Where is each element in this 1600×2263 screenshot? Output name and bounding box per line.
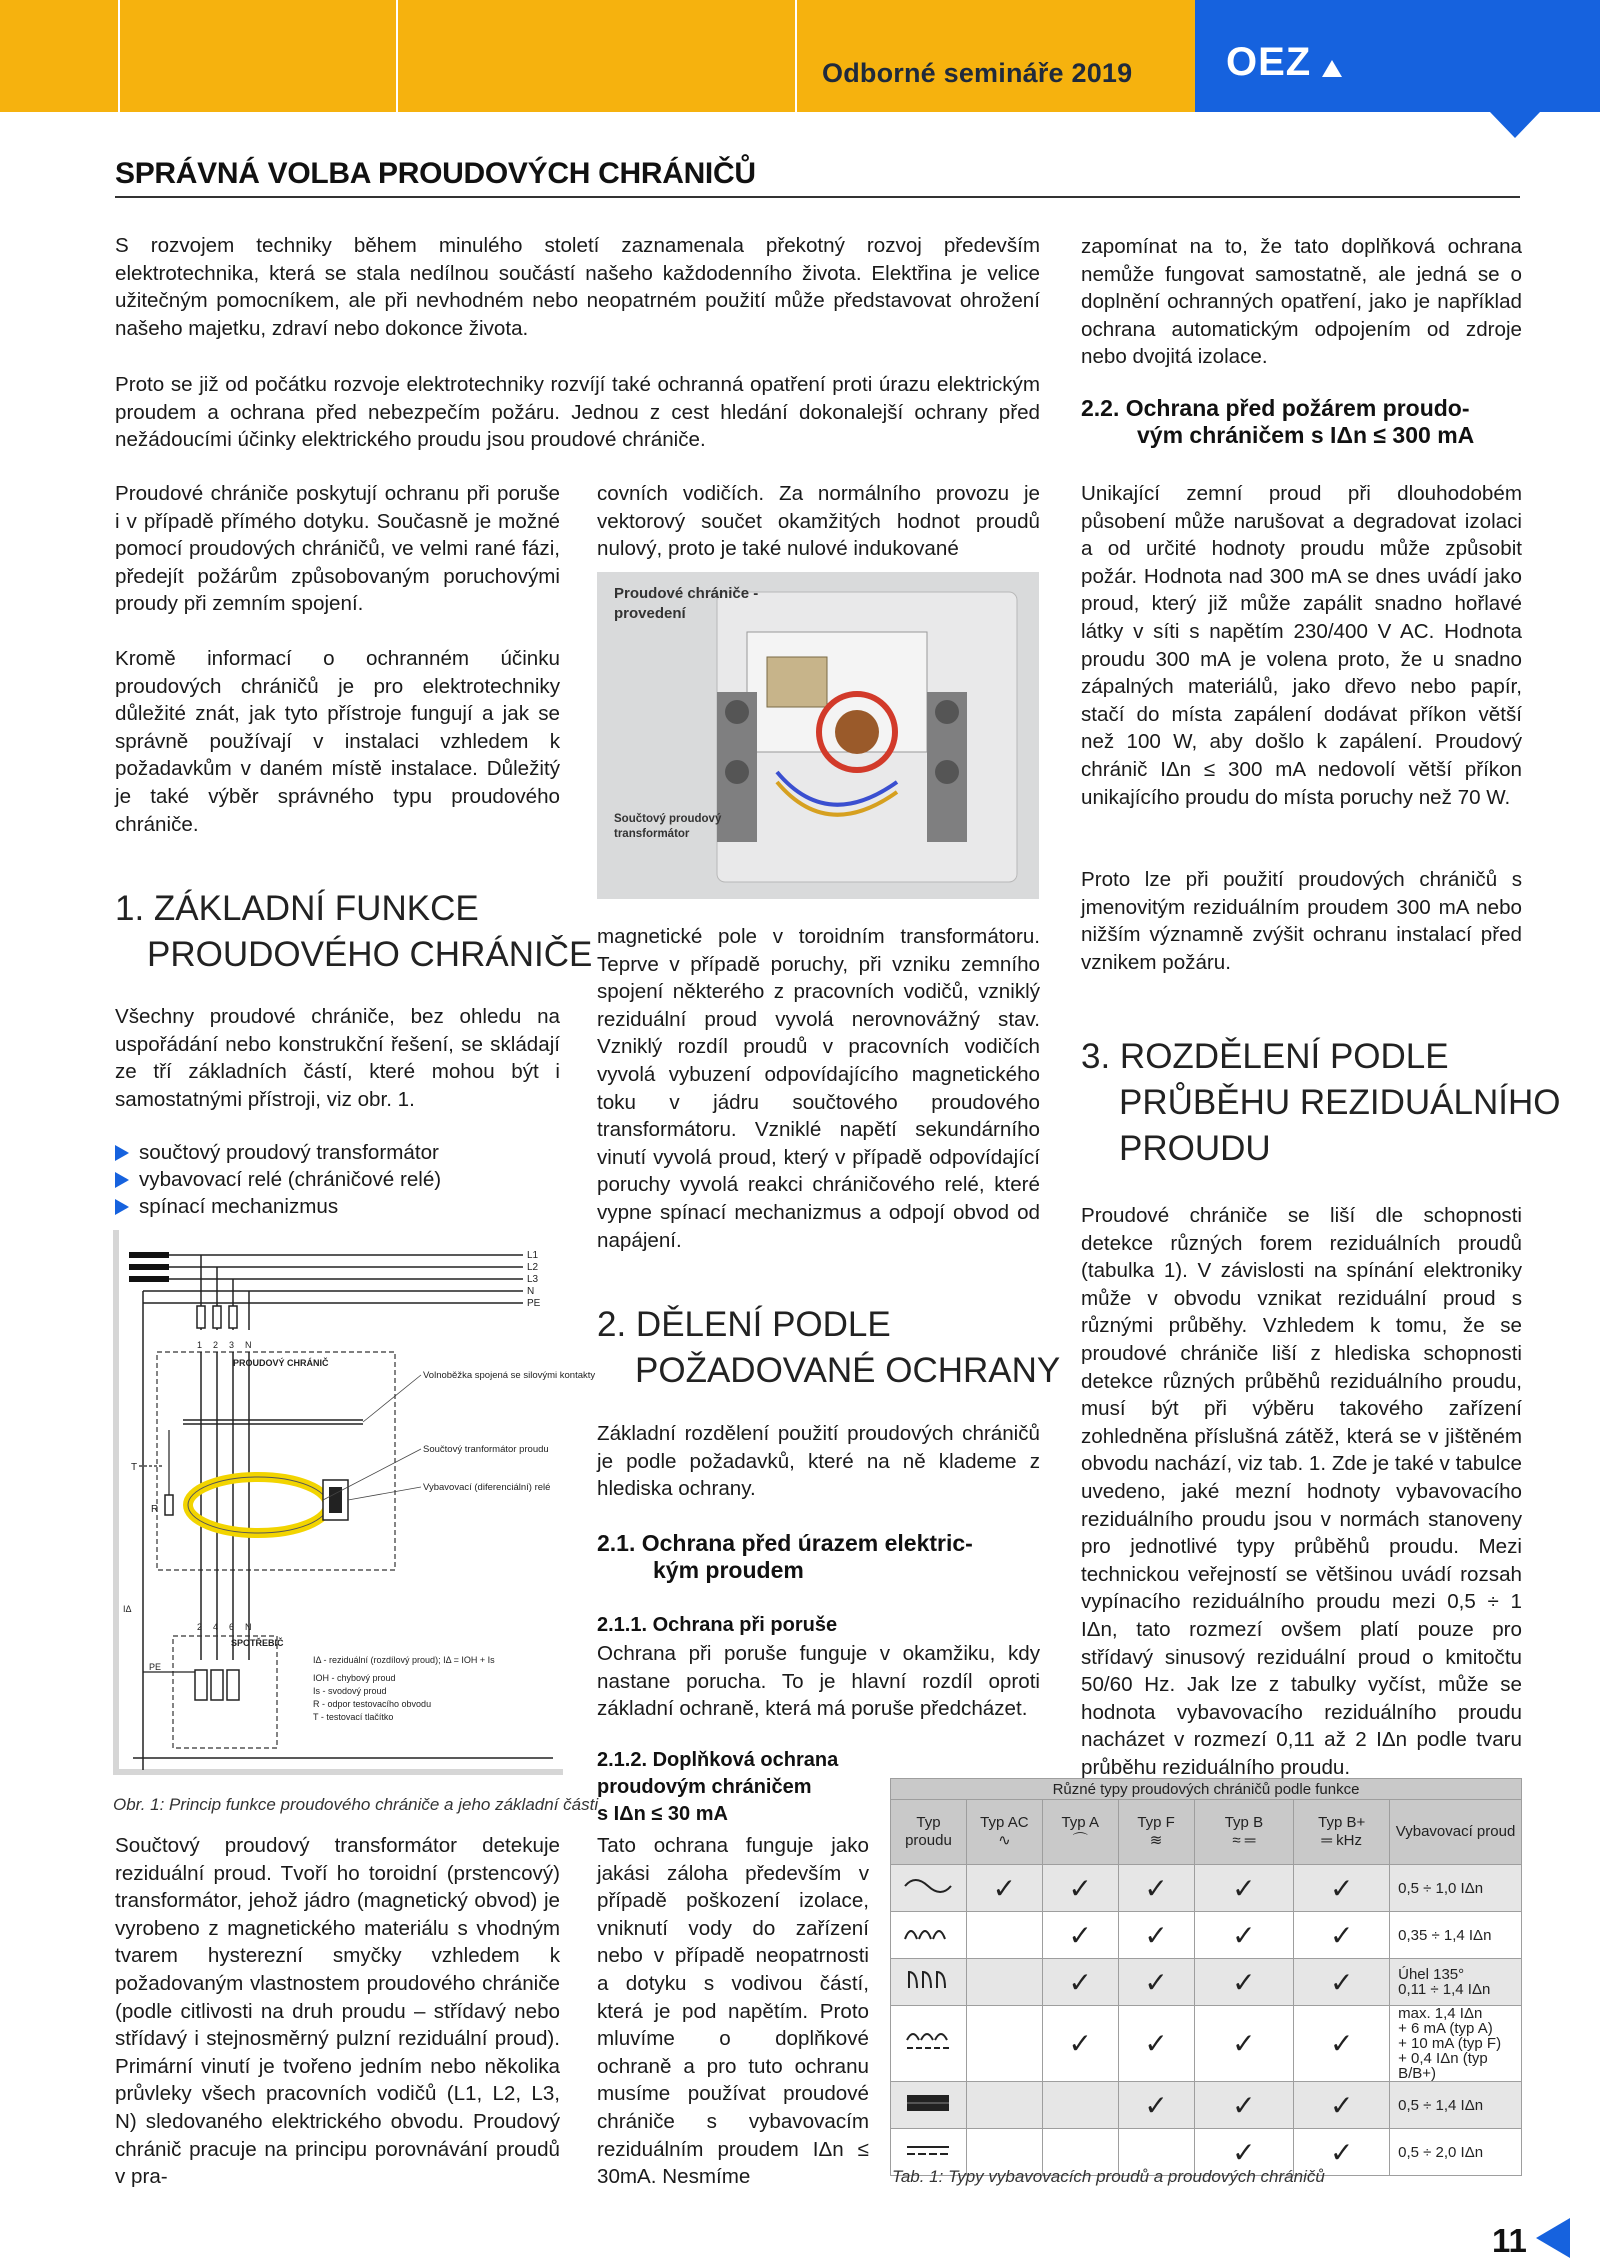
terminal-label: N (245, 1340, 252, 1350)
trip-current: Úhel 135° 0,11 ÷ 1,4 IΔn (1390, 1959, 1522, 2006)
table-row: ✓ ✓ ✓ 0,5 ÷ 1,4 IΔn (891, 2082, 1522, 2129)
table-row: ✓ ✓ ✓ ✓ 0,35 ÷ 1,4 IΔn (891, 1912, 1522, 1959)
bullet-triangle-icon (115, 1199, 129, 1215)
logo-triangle-icon (1322, 60, 1342, 77)
section-3-title: 3. ROZDĚLENÍ PODLE PRŮBĚHU REZIDUÁLNÍHO PROUDU (1081, 1037, 1561, 1168)
header-bar (0, 0, 1195, 112)
line-label: PE (527, 1298, 541, 1309)
list-item: součtový proudový transformátor (113, 1139, 563, 1166)
trip-current: 0,5 ÷ 2,0 IΔn (1390, 2129, 1522, 2176)
list-item: spínací mechanizmus (113, 1193, 563, 1220)
circuit-diagram (113, 1230, 596, 1775)
col1-paragraph-3: Všechny proudové chrániče, bez ohledu na uspořádání nebo konstrukční řešení, se skládají ze tří základních částí, které mohou být i samostatnými přístroji, viz obr. 1. (115, 1005, 560, 1111)
pe-label: PE (149, 1662, 162, 1672)
border-hatch (113, 1230, 119, 1775)
terminal-label: 3 (229, 1340, 235, 1350)
header-divider (396, 0, 398, 112)
bullet-triangle-icon (115, 1172, 129, 1188)
legend-item: R - odpor testovacího obvodu (313, 1699, 432, 1709)
title-rule (115, 196, 1520, 198)
table-row: ✓ ✓ ✓ ✓ Úhel 135° 0,11 ÷ 1,4 IΔn (891, 1959, 1522, 2006)
page-number: 11 (1492, 2222, 1527, 2259)
callout-text: Součtový tranformátor proudu (423, 1444, 549, 1455)
table-row: ✓ ✓ ✓ ✓ ✓ 0,5 ÷ 1,0 IΔn (891, 1865, 1522, 1912)
table-header: Typ proudu (891, 1800, 967, 1865)
col2-paragraph-2: magnetické pole v toroidním transformátoru. Teprve v případě poruchy, při vzniku zemního spojení některého z pracovních vodičů, vzniklý reziduální proud vyvolá nerovnovážný stav. Vzniklý rozdíl proudů v pracovních vodičích vyvolá vybuzení odpovídajícího magnetického toku v jádru součtového proudového transformátoru. Vzniklé napětí sekundárního vinutí vyvolá proud, který v případě odpovídající poruchy vyvolá reakci chráničového relé, které vypne spínací mechanizmus a odpojí obvod od napájení. (597, 925, 1040, 1252)
header-pointer-icon (1490, 112, 1540, 138)
trip-current: 0,5 ÷ 1,0 IΔn (1390, 1865, 1522, 1912)
col3-paragraph-2: Unikající zemní proud při dlouhodobém působení může narušovat a degradovat izolaci a od určité hodnoty proudu může způsobit požár. Hodnota nad 300 mA se dnes uvádí jako proud, který již může zapálit snadno hořlavé látky v síti s napětím 230/400 V AC. Hodnota proudu 300 mA je volena proto, že u snadno zápalných materiálů, jako dřevo nebo papír, stačí do místa zapálení dodávat příkon větší než 100 W, aby došlo k zapálení. Proudový chránič IΔn ≤ 300 mA nedovolí větší příkon unikajícího proudu do místa poruchy než 70 W. (1081, 482, 1522, 809)
col3-paragraph-4: Proudové chrániče se liší dle schopnosti detekce různých forem reziduálních proudů (tabulka 1). V závislosti na spínání elektroniky může v obvodu vznikat reziduální proud s různými průběhy. Vzhledem k tomu, že se proudové chrániče liší z hlediska schopnosti detekce různých průběhů reziduálního proudu, musí být při výběru takového zařízení zohledněna příslušná zátěž, která se v jištěném obvodu nachází, viz tab. 1. Zde je také v tabulce uvedeno, jaké mezní hodnoty vybavovacího reziduálního proudu jsou v normách stanoveny pro jednotlivé typy průběhů proudu. Mezi technickou veřejností se většinou uvádí rozsah vypínacího reziduálního proudu mezi 0,5 ÷ 1 IΔn, tato rozmezí ovšem platí pouze pro střídavý sinusový reziduální proud o kmitočtu 50/60 Hz. Jak lze z tabulky vyčíst, může se hodnota vybavovacího reziduálního proudu nacházet v rozmezí 0,11 až 2 IΔn podle tvaru průběhu reziduálního proudu. (1081, 1204, 1522, 1779)
intro-paragraph-2: Proto se již od počátku rozvoje elektrotechniky rozvíjí také ochranná opatření proti úrazu elektrickým proudem a ochrana před nebezpečím požáru. Jednou z cest hledání dokonalejší ochrany před nežádoucími účinky elektrického proudu jsou proudové chrániče. (115, 373, 1040, 452)
figure-caption: Obr. 1: Princip funkce proudového chrániče a jeho základní části (113, 1795, 599, 1814)
line-label: N (527, 1286, 535, 1297)
table-header: Typ F ≋ (1118, 1800, 1194, 1865)
intro-paragraph-1: S rozvojem techniky během minulého století zaznamenala překotný rozvoj především elektrotechnika, která se stala nedílnou součástí našeho každodenního života. Elektřina je velice užitečným pomocníkem, ale při nevhodném nebo neopatrném použití může představovat ohrožení našeho majetku, zdraví nebo dokonce života. (115, 234, 1040, 340)
trip-current: max. 1,4 IΔn + 6 mA (typ A) + 10 mA (typ F) + 0,4 IΔn (typ B/B+) (1390, 2006, 1522, 2082)
callout-text: Volnoběžka spojená se silovými kontakty (423, 1370, 596, 1381)
section-2-2-title: 2.2. Ochrana před požárem proudo- vým chráničem s IΔn ≤ 300 mA (1081, 395, 1475, 448)
source-block (129, 1252, 169, 1258)
legend-item: Is - svodový proud (313, 1686, 387, 1696)
col1-paragraph-1: Proudové chrániče poskytují ochranu při poruše i v případě přímého dotyku. Současně je možné pomocí proudových chráničů, ve velmi rané fázi, předejít požárům způsobovaným poruchovými proudy při zemním spojení. (115, 482, 560, 616)
header-divider (795, 0, 797, 112)
table-caption: Tab. 1: Typy vybavovacích proudů a proudových chráničů (892, 2167, 1325, 2186)
bullet-triangle-icon (115, 1145, 129, 1161)
col1-paragraph-4: Součtový proudový transformátor detekuje reziduální proud. Tvoří ho toroidní (prstencový) transformátor, jehož jádro (magnetický obvod) je vyrobeno z magnetického materiálu s vhodným tvarem hysterezní smyčky vzhledem k požadovaným vlastnostem proudového chrániče (podle citlivosti na druh proudu – střídavý nebo střídavý i stejnosměrný pulzní reziduální proud). Primární vinutí je tvořeno jedním nebo několika průvleky všech pracovních vodičů (L1, L2, L3, N) sledovaného elektrického obvodu. Proudový chránič pracuje na principu porovnávání proudů v pra- (115, 1834, 560, 2189)
ac-symbol-icon: ∿ (998, 1832, 1011, 1849)
col2-paragraph-1: covních vodičích. Za normálního provozu je vektorový součet okamžitých hodnot proudů nulový, proto je také nulové indukované (597, 482, 1040, 561)
list-item: vybavovací relé (chráničové relé) (113, 1166, 563, 1193)
trip-current: 0,35 ÷ 1,4 IΔn (1390, 1912, 1522, 1959)
device-label: PROUDOVÝ CHRÁNIČ (233, 1358, 329, 1368)
sine-wave-icon (891, 1865, 967, 1912)
table-header: Typ B ≈ ═ (1194, 1800, 1294, 1865)
test-resistor (165, 1495, 173, 1515)
photo-label-transformer: Součtový proudový transformátor (614, 813, 722, 840)
callout-text: Vybavovací (diferenciální) relé (423, 1482, 551, 1493)
table-header: Typ B+ ═ kHz (1294, 1800, 1390, 1865)
col3-paragraph-3: Proto lze při použití proudových chráničů s jmenovitým reziduálním proudem 300 mA nebo nižším významně zvýšit ochranu instalací před vznikem požáru. (1081, 868, 1522, 974)
section-1-title: 1. ZÁKLADNÍ FUNKCE PROUDOVÉHO CHRÁNIČE (115, 889, 593, 974)
phase-cut-icon (891, 1959, 967, 2006)
legend-item: IΔ - reziduální (rozdílový proud); IΔ = IOH + Is (313, 1655, 495, 1665)
line-label: L2 (527, 1262, 539, 1273)
table-header: Typ AC ∿ (966, 1800, 1042, 1865)
col3-paragraph-1: zapomínat na to, že tato doplňková ochrana nemůže fungovat samostatně, ale jedná se o doplnění ochranných opatření, jako je například ochrana automatickým odpojením od zdroje nebo dvojitá izolace. (1081, 235, 1522, 369)
parts-list (113, 1139, 563, 1220)
terminal-label: 6 (229, 1622, 235, 1632)
col2-paragraph-3: Základní rozdělení použití proudových chráničů je podle požadavků, které na ně klademe z hlediska ochrany. (597, 1422, 1040, 1501)
header-divider (118, 0, 120, 112)
pulsating-dc-smooth-icon (891, 2006, 967, 2082)
rcd-types-table (890, 1778, 1522, 2176)
table-header: Vybavovací proud (1390, 1800, 1522, 1865)
col2-paragraph-4: Ochrana při poruše funguje v okamžiku, kdy nastane porucha. To je hlavní rozdíl oproti základní ochraně, která má poruše předcházet. (597, 1642, 1040, 1721)
terminal-label: N (245, 1622, 252, 1632)
pulsating-dc-icon (891, 1912, 967, 1959)
section-2-1-1-title: 2.1.1. Ochrana při poruše (597, 1614, 838, 1636)
terminal-label: 4 (213, 1622, 219, 1632)
product-photo (597, 572, 1039, 899)
section-2-1-title: 2.1. Ochrana před úrazem elektric- kým proudem (597, 1530, 973, 1583)
table-row: ✓ ✓ 0,5 ÷ 2,0 IΔn (891, 2129, 1522, 2176)
line-label: L1 (527, 1250, 539, 1261)
f-symbol-icon: ≋ (1149, 1832, 1163, 1849)
t-label: T (131, 1462, 138, 1473)
mixed-frequency-icon (891, 2082, 967, 2129)
page-arrow-icon (1536, 2218, 1570, 2258)
trip-current: 0,5 ÷ 1,4 IΔn (1390, 2082, 1522, 2129)
consumer-label: SPOTŘEBIČ (231, 1638, 284, 1648)
a-symbol-icon: ⌒ (1072, 1832, 1088, 1849)
col2-paragraph-5: Tato ochrana funguje jako jakási záloha především v případě poškození izolace, vniknutí vody do zařízení nebo v případě neopatrnosti a dotyku s vodivou částí, která je pod napětím. Proto mluvíme o doplňkové ochraně a pro tuto ochranu musíme používat proudové chrániče s vybavovacím reziduálním proudem IΔn ≤ 30mA. Nesmíme (597, 1834, 869, 2189)
table-row: ✓ ✓ ✓ ✓ max. 1,4 IΔn + 6 mA (typ A) + 10 mA (typ F) + 0,4 IΔn (typ B/B+) (891, 2006, 1522, 2082)
r-label: R (151, 1504, 159, 1515)
bplus-symbol-icon: ═ kHz (1321, 1832, 1363, 1849)
terminal-label: 1 (197, 1340, 203, 1350)
legend-item: T - testovací tlačítko (313, 1712, 394, 1722)
legend-item: IOH - chybový proud (313, 1673, 396, 1683)
oez-logo: OEZ (1226, 40, 1312, 84)
table-caption-top: Různé typy proudových chráničů podle funkce (891, 1779, 1522, 1800)
line-label: L3 (527, 1274, 539, 1285)
terminal-label: 2 (197, 1622, 203, 1632)
table-header: Typ A ⌒ (1042, 1800, 1118, 1865)
terminal-label: 2 (213, 1340, 219, 1350)
photo-label: Proudové chrániče - provedení (614, 585, 759, 622)
page-title: SPRÁVNÁ VOLBA PROUDOVÝCH CHRÁNIČŮ (115, 157, 756, 190)
col1-paragraph-2: Kromě informací o ochranném účinku proudových chráničů je pro elektrotechniky důležité znát, jak tyto přístroje fungují a jak se správně používají v instalaci vzhledem k požadavkům v daném místě instalace. Důležitý je také výběr správného typu proudového chrániče. (115, 647, 560, 836)
section-2-title: 2. DĚLENÍ PODLE POŽADOVANÉ OCHRANY (597, 1305, 1061, 1390)
i-label: IΔ (123, 1604, 132, 1614)
section-2-1-2-title: 2.1.2. Doplňková ochrana proudovým chráničem s IΔn ≤ 30 mA (597, 1749, 839, 1825)
header-title: Odborné semináře 2019 (822, 58, 1133, 88)
b-symbol-icon: ≈ ═ (1232, 1832, 1256, 1849)
